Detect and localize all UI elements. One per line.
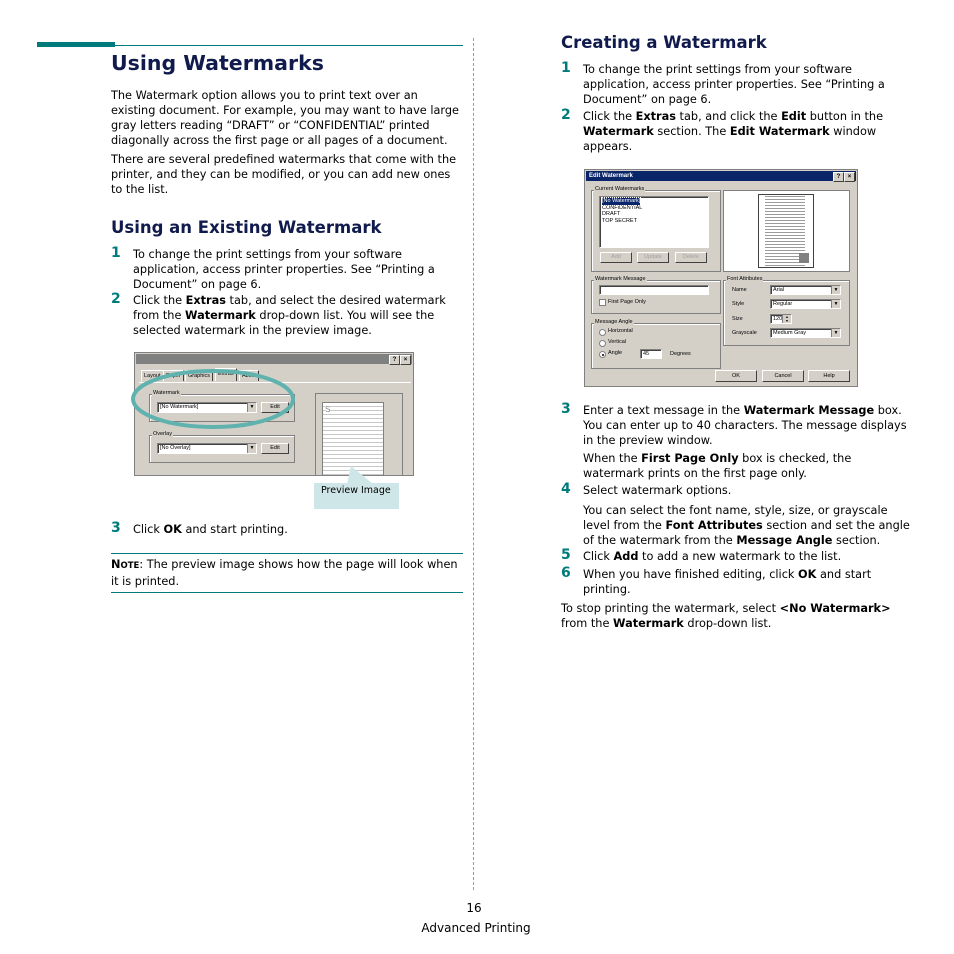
chevron-down-icon: ▼ xyxy=(831,286,840,294)
step-text: When you have finished editing, click OK and start printing. xyxy=(583,568,872,596)
right-step-4 xyxy=(561,483,913,548)
step-number: 2 xyxy=(111,291,121,307)
left-step-3 xyxy=(111,522,463,537)
page-title: Using Watermarks xyxy=(111,51,324,75)
horizontal-label: Horizontal xyxy=(608,328,633,334)
chevron-down-icon: ▼ xyxy=(247,403,256,412)
grayscale-label: Grayscale xyxy=(732,330,757,336)
help-button[interactable]: ? xyxy=(833,172,844,182)
preview-watermark-letter: S xyxy=(325,405,331,414)
watermark-edit-button[interactable]: Edit xyxy=(261,402,289,413)
tab-layout[interactable]: Layout xyxy=(141,370,164,381)
font-size-stepper[interactable]: 120 ▲ ▼ xyxy=(770,314,792,324)
section-title-existing: Using an Existing Watermark xyxy=(111,218,382,237)
step-text-continued: When the First Page Only box is checked, the watermark prints on the first page only. xyxy=(583,452,852,480)
angle-radio[interactable] xyxy=(599,351,606,358)
dialog-titlebar xyxy=(136,354,412,364)
step-text: Click OK and start printing. xyxy=(133,523,288,536)
overlay-dropdown[interactable]: [No Overlay] ▼ xyxy=(157,443,257,454)
step-number: 2 xyxy=(561,107,571,123)
update-button[interactable]: Update xyxy=(637,252,669,263)
watermark-list[interactable] xyxy=(599,196,709,248)
step-number: 6 xyxy=(561,565,571,581)
watermark-message-input[interactable] xyxy=(599,285,709,295)
preview-page xyxy=(322,402,384,476)
step-text: Click the Extras tab, and click the Edit button in the Watermark section. The Edit Watermark window appears. xyxy=(583,110,884,153)
note-top-rule xyxy=(111,553,463,554)
callout-text: Preview Image xyxy=(321,485,391,496)
preview-page xyxy=(758,194,814,268)
section-title-creating: Creating a Watermark xyxy=(561,33,767,52)
intro-paragraph-2: There are several predefined watermarks that come with the printer, and they can be modified, or you can add new ones to the list. xyxy=(111,153,457,196)
horizontal-radio[interactable] xyxy=(599,329,606,336)
right-step-3 xyxy=(561,403,913,481)
right-step-5 xyxy=(561,549,913,564)
header-accent-bar xyxy=(37,42,115,47)
step-text: Click the Extras tab, and select the desired watermark from the Watermark drop-down list. You will see the selected watermark in the preview image. xyxy=(133,294,446,337)
step-text: Select watermark options. xyxy=(583,484,732,497)
left-step-2 xyxy=(111,293,463,338)
tab-graphics[interactable]: Graphics xyxy=(185,370,213,381)
vertical-radio[interactable] xyxy=(599,340,606,347)
first-page-only-label: First Page Only xyxy=(608,299,646,305)
vertical-label: Vertical xyxy=(608,339,627,345)
right-step-2 xyxy=(561,109,913,154)
edit-watermark-dialog xyxy=(584,169,858,387)
step-number: 3 xyxy=(561,401,571,417)
chevron-down-icon: ▼ xyxy=(831,300,840,308)
font-style-dropdown[interactable]: Regular ▼ xyxy=(770,299,841,309)
font-name-label: Name xyxy=(732,287,747,293)
overlay-group-label: Overlay xyxy=(153,431,172,437)
step-text: Click Add to add a new watermark to the list. xyxy=(583,550,842,563)
tab-extras[interactable]: Extras xyxy=(215,368,237,381)
ok-button[interactable]: OK xyxy=(715,370,757,382)
font-size-label: Size xyxy=(732,316,743,322)
cancel-button[interactable]: Cancel xyxy=(762,370,804,382)
tab-paper[interactable]: Paper xyxy=(163,370,184,381)
close-button[interactable]: × xyxy=(400,355,411,365)
left-step-1 xyxy=(111,247,463,292)
preview-image-callout xyxy=(314,483,399,509)
right-step-6 xyxy=(561,567,913,597)
dialog-titlebar: Edit Watermark xyxy=(586,171,856,181)
list-item[interactable]: TOP SECRET xyxy=(602,217,637,224)
add-button[interactable]: Add xyxy=(600,252,632,263)
preview-gray-square xyxy=(799,253,809,263)
step-text: To change the print settings from your software application, access printer properties. See “Printing a Document” on page 6. xyxy=(583,63,885,106)
header-rule xyxy=(115,45,463,46)
step-text: To change the print settings from your software application, access printer properties. See “Printing a Document” on page 6. xyxy=(133,248,435,291)
intro-paragraph-1: The Watermark option allows you to print text over an existing document. For example, you may want to have large gray letters reading “DRAFT” or “CONFIDENTIAL” printed diagonally across the first page or all pages of a document. xyxy=(111,89,459,147)
first-page-only-checkbox[interactable] xyxy=(599,299,606,306)
step-text: Enter a text message in the Watermark Message box. You can enter up to 40 characters. The message displays in the preview window. xyxy=(583,404,907,447)
angle-input[interactable]: 45 xyxy=(640,349,662,359)
tab-about[interactable]: About xyxy=(239,370,259,381)
current-watermarks-label: Current Watermarks xyxy=(595,186,645,192)
message-angle-label: Message Angle xyxy=(595,319,633,325)
grayscale-dropdown[interactable]: Medium Gray ▼ xyxy=(770,328,841,338)
list-item[interactable]: CONFIDENTIAL xyxy=(602,204,643,211)
step-number: 1 xyxy=(111,245,121,261)
spin-icon: ▲ ▼ xyxy=(782,315,791,323)
note-text: NOTE: The preview image shows how the page will look when it is printed. xyxy=(111,558,458,588)
font-name-dropdown[interactable]: Arial ▼ xyxy=(770,285,841,295)
chevron-down-icon: ▼ xyxy=(831,329,840,337)
step-number: 1 xyxy=(561,60,571,76)
angle-label: Angle xyxy=(608,350,623,356)
step-number: 3 xyxy=(111,520,121,536)
font-style-label: Style xyxy=(732,301,745,307)
step-text-continued: You can select the font name, style, size, or grayscale level from the Font Attributes section and set the angle of the watermark from the Message Angle section. xyxy=(583,504,910,547)
list-item[interactable]: [No Watermark] xyxy=(602,198,641,204)
delete-button[interactable]: Delete xyxy=(675,252,707,263)
note-bottom-rule xyxy=(111,592,463,593)
footer-section: Advanced Printing xyxy=(421,921,531,935)
dialog-help-button[interactable]: Help xyxy=(808,370,850,382)
step-number: 4 xyxy=(561,481,571,497)
help-button[interactable]: ? xyxy=(389,355,400,365)
list-item[interactable]: DRAFT xyxy=(602,211,621,217)
column-divider xyxy=(473,38,474,890)
degrees-label: Degrees xyxy=(670,351,691,357)
chevron-down-icon: ▼ xyxy=(247,444,256,453)
step-number: 5 xyxy=(561,547,571,563)
overlay-edit-button[interactable]: Edit xyxy=(261,443,289,454)
watermark-group-label: Watermark xyxy=(153,390,180,396)
watermark-dropdown[interactable]: [No Watermark] ▼ xyxy=(157,402,257,413)
page-number: 16 xyxy=(466,901,482,915)
close-button[interactable]: × xyxy=(844,172,855,182)
right-step-1 xyxy=(561,62,913,107)
watermark-message-label: Watermark Message xyxy=(595,276,646,282)
highlight-ellipse xyxy=(128,366,304,432)
stop-watermark-text: To stop printing the watermark, select <No Watermark> from the Watermark drop-down list. xyxy=(561,602,891,630)
font-attributes-label: Font Attributes xyxy=(727,276,763,282)
